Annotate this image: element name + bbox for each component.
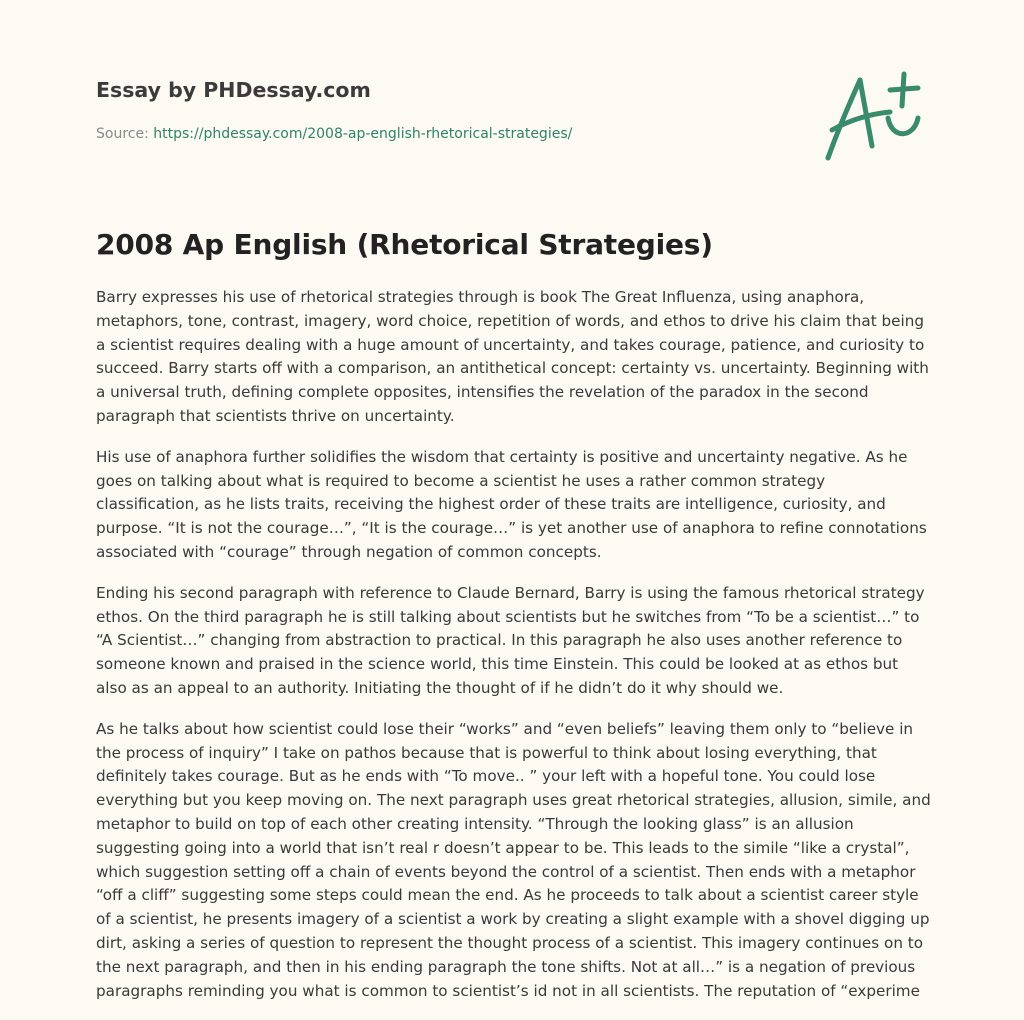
source-line xyxy=(96,124,796,144)
essay-paragraph: As he talks about how scientist could lose their “works” and “even beliefs” leaving them only to “believe in the process of inquiry” I take on pathos because that is powerful to think about losing everything, that definitely takes courage. But as he ends with “To move.. ” your left with a hopeful tone. You could lose everything but you keep moving on. The next paragraph uses great rhetorical strategies, allusion, simile, and metaphor to build on top of each other creating intensity. “Through the looking glass” is an allusion suggesting going into a world that isn’t real r doesn’t appear to be. This leads to the simile “like a crystal”, which suggestion setting off a chain of events beyond the control of a scientist. Then ends with a metaphor “off a cliff” suggesting some steps could mean the end. As he proceeds to talk about a scientist career style of a scientist, he presents imagery of a scientist a work by creating a slight example with a shovel digging up dirt, asking a series of question to represent the thought process of a scientist. This imagery continues on to the next paragraph, and then in his ending paragraph the tone shifts. Not at all…” is a negation of previous paragraphs reminding you what is common to scientist’s id not in all scientists. The reputation of “experime xyxy=(96,719,931,1000)
essay-paragraph: Ending his second paragraph with reference to Claude Bernard, Barry is using the famous rhetorical strategy ethos. On the third paragraph he is still talking about scientists but he switches from “To be a scientist…” to “A Scientist…” changing from abstraction to practical. In this paragraph he also uses another reference to someone known and praised in the science world, this time Einstein. This could be looked at as ethos but also as an appeal to an authority. Initiating the thought of if he didn’t do it why should we. xyxy=(96,583,925,697)
source-label: Source: xyxy=(96,126,149,142)
essay-body xyxy=(96,286,932,1020)
a-plus-grade-icon xyxy=(818,68,930,164)
essay-paragraph: His use of anaphora further solidifies the wisdom that certainty is positive and uncertainty negative. As he goes on talking about what is required to become a scientist he uses a rather common strategy classification, as he lists traits, receiving the highest order of these traits are intelligence, curiosity, and purpose. “It is not the courage…”, “It is the courage…” is yet another use of anaphora to refine connotations associated with “courage” through negation of common concepts. xyxy=(96,447,927,561)
page-header xyxy=(96,76,796,144)
essay-paragraph: Barry expresses his use of rhetorical strategies through is book The Great Influenza, using anaphora, metaphors, tone, contrast, imagery, word choice, repetition of words, and ethos to drive his claim that being a scientist requires dealing with a huge amount of uncertainty, and takes courage, patience, and curiosity to succeed. Barry starts off with a comparison, an antithetical concept: certainty vs. uncertainty. Beginning with a universal truth, defining complete opposites, intensifies the revelation of the paradox in the second paragraph that scientists thrive on uncertainty. xyxy=(96,288,929,425)
source-link[interactable]: https://phdessay.com/2008-ap-english-rhetorical-strategies/ xyxy=(153,126,573,142)
essay-title: 2008 Ap English (Rhetorical Strategies) xyxy=(96,228,713,261)
site-brand: Essay by PHDessay.com xyxy=(96,78,371,102)
